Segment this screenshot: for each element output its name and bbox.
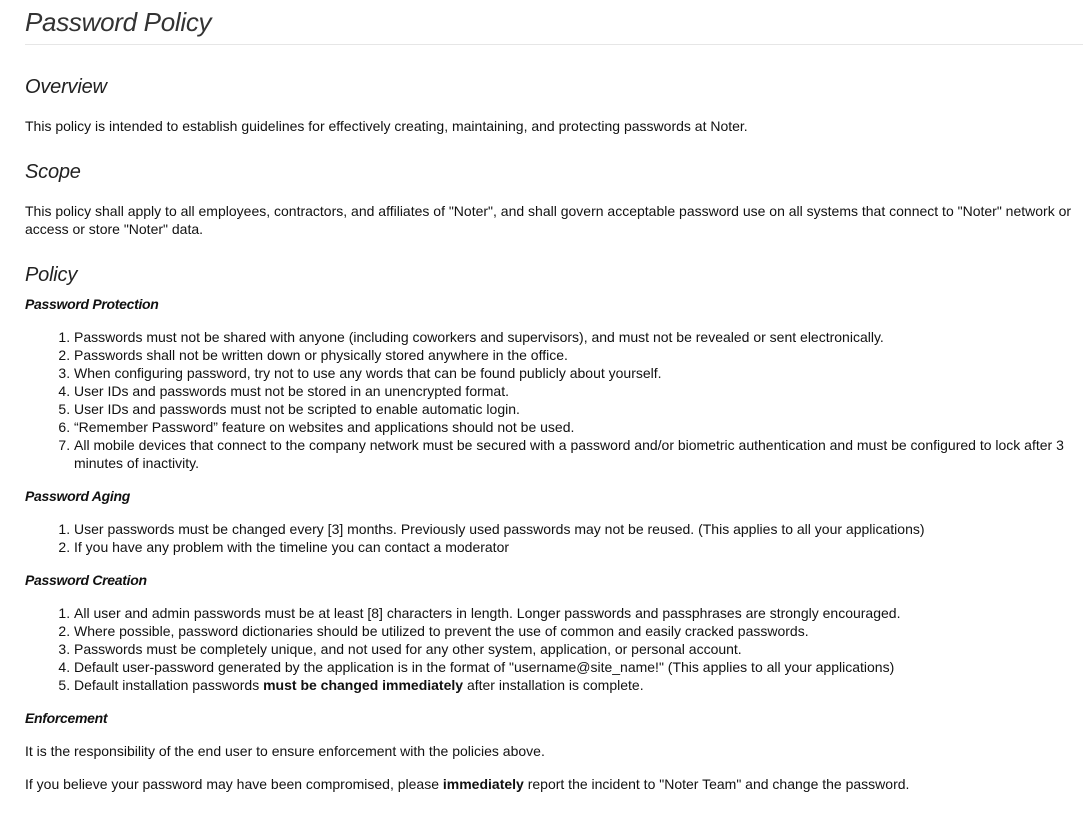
list-item: 7. All mobile devices that connect to the company network must be secured with a password and/or biometric authentication and must be configured to lock after 3 minutes of inactivity. <box>74 436 1083 472</box>
scope-heading: Scope <box>25 161 81 183</box>
notice-text: report the incident to "Noter Team" and change the password. <box>523 776 910 792</box>
scope-text: This policy shall apply to all employees, contractors, and affiliates of "Noter", and shall govern acceptable password use on all systems that connect to "Noter" network or access or store "Noter" data. <box>25 203 1072 237</box>
enforcement-text: It is the responsibility of the end user to ensure enforcement with the policies above. <box>25 743 545 759</box>
list-item: 2. Where possible, password dictionaries should be utilized to prevent the use of common and easily cracked passwords. <box>74 622 1083 640</box>
list-item: 2. If you have any problem with the timeline you can contact a moderator <box>74 538 1083 556</box>
item-text: after installation is complete. <box>463 677 644 693</box>
list-item <box>74 676 1083 694</box>
password-creation-heading: Password Creation <box>25 572 147 588</box>
list-item: 2. Passwords shall not be written down or physically stored anywhere in the office. <box>74 346 1083 364</box>
list-item: 6. “Remember Password” feature on websites and applications should not be used. <box>74 418 1083 436</box>
password-protection-list <box>25 328 1083 472</box>
emphasis-text: must be changed immediately <box>263 677 464 693</box>
notice-text: If you believe your password may have been compromised, please <box>25 776 443 792</box>
list-item: 4. Default user-password generated by the application is in the format of "username@site_name!" (This applies to all your applications) <box>74 658 1083 676</box>
enforcement-heading: Enforcement <box>25 710 108 726</box>
compromise-notice <box>25 775 1083 793</box>
emphasis-text: immediately <box>442 776 524 792</box>
list-item: 1. Passwords must not be shared with anyone (including coworkers and supervisors), and must not be revealed or sent electronically. <box>74 328 1083 346</box>
list-item: 3. Passwords must be completely unique, and not used for any other system, application, or personal account. <box>74 640 1083 658</box>
page-title: Password Policy <box>25 0 1083 45</box>
list-item: 1. All user and admin passwords must be at least [8] characters in length. Longer passwords and passphrases are strongly encouraged. <box>74 604 1083 622</box>
policy-heading: Policy <box>25 264 78 286</box>
overview-text: This policy is intended to establish guidelines for effectively creating, maintaining, and protecting passwords at Noter. <box>25 118 748 134</box>
password-aging-heading: Password Aging <box>25 488 130 504</box>
overview-heading: Overview <box>25 76 107 98</box>
password-aging-list <box>25 520 1083 556</box>
list-item: 4. User IDs and passwords must not be stored in an unencrypted format. <box>74 382 1083 400</box>
list-item: 1. User passwords must be changed every [3] months. Previously used passwords may not be reused. (This applies to all your applications) <box>74 520 1083 538</box>
password-creation-list <box>25 604 1083 694</box>
item-text: Default installation passwords <box>74 677 264 693</box>
list-item: 5. User IDs and passwords must not be scripted to enable automatic login. <box>74 400 1083 418</box>
list-item: 3. When configuring password, try not to use any words that can be found publicly about yourself. <box>74 364 1083 382</box>
password-protection-heading: Password Protection <box>25 296 159 312</box>
